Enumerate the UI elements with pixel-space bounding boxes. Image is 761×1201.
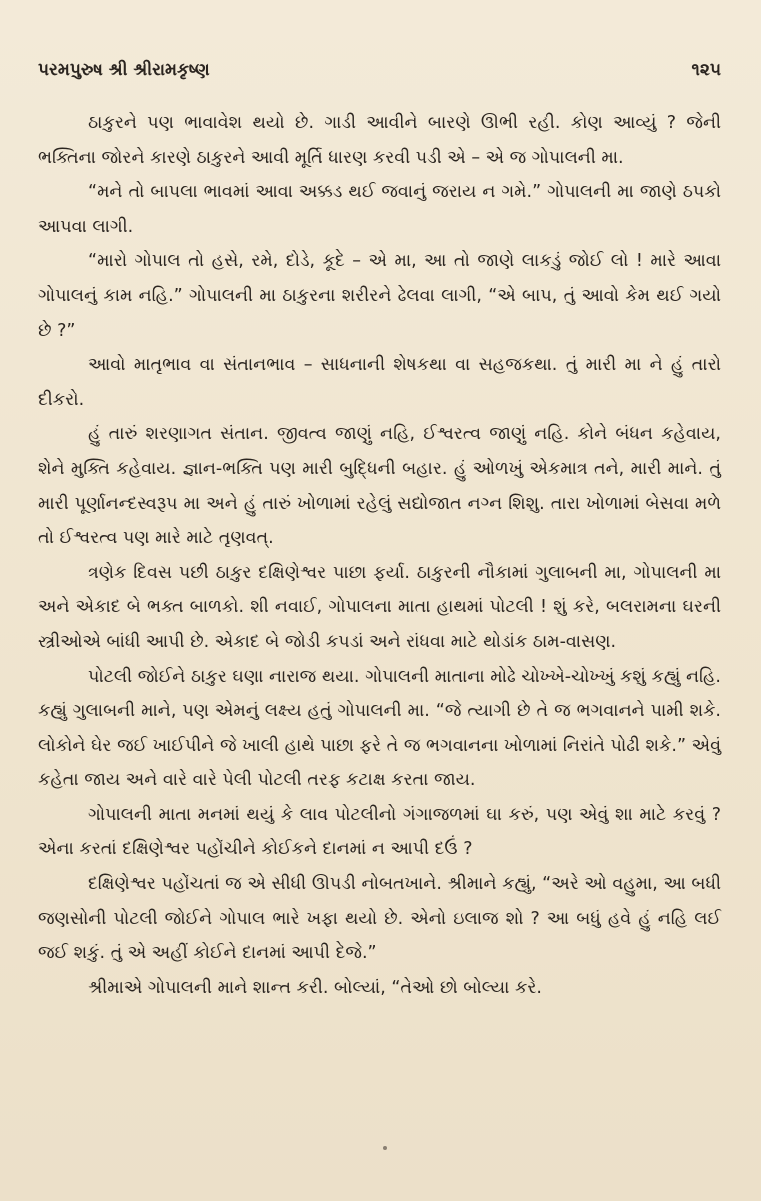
paragraph: પોટલી જોઈને ઠાકુર ઘણા નારાજ થયા. ગોપાલની માતાના મોઢે ચોખ્ખે-ચોખ્ખું કશું કહ્યું નહિ. કહ્યું ગુલાબની માને, પણ એમનું લક્ષ્ય હતું ગોપાલની મા. “જે ત્યાગી છે તે જ ભગવાનને પામી શકે. લોકોને ઘેર જઈ ખાઈપીને જે ખાલી હાથે પાછા ફરે તે જ ભગવાનના ખોળામાં નિરાંતે પોઢી શકે.” એવું કહેતા જાય અને વારે વારે પેલી પોટલી તરફ કટાક્ષ કરતા જાય. bbox=[38, 666, 721, 791]
paragraph: “મારો ગોપાલ તો હસે, રમે, દોડે, કૂદે – એ મા, આ તો જાણે લાકડું જોઈ લો ! મારે આવા ગોપાલનું કામ નહિ.” ગોપાલની મા ઠાકુરના શરીરને ઢેલવા લાગી, “એ બાપ, તું આવો કેમ થઈ ગયો છે ?” bbox=[38, 251, 721, 341]
paragraph: શ્રીમાએ ગોપાલની માને શાન્ત કરી. બોલ્યાં, “તેઓ છો બોલ્યા કરે. bbox=[88, 977, 542, 998]
running-title: પરમપુરુષ શ્રી શ્રીરામકૃષ્ણ bbox=[38, 60, 210, 80]
body-text bbox=[38, 106, 721, 1005]
footer-mark bbox=[383, 1146, 387, 1150]
paragraph: હું તારું શરણાગત સંતાન. જીવત્વ જાણું નહિ, ઈશ્વરત્વ જાણું નહિ. કોને બંધન કહેવાય, શેને મુક્તિ કહેવાય. જ્ઞાન-ભક્તિ પણ મારી બુદ્ધિની બહાર. હું ઓળખું એકમાત્ર તને, મારી માને. તું મારી પૂર્ણાનન્દસ્વરૂપ મા અને હું તારું ખોળામાં રહેલું સદ્યોજાત નગ્ન શિશુ. તારા ખોળામાં બેસવા મળે તો ઈશ્વરત્વ પણ મારે માટે તૃણવત્. bbox=[38, 424, 721, 549]
paragraph: “મને તો બાપલા ભાવમાં આવા અક્કડ થઈ જવાનું જરાય ન ગમે.” ગોપાલની મા જાણે ઠપકો આપવા લાગી. bbox=[38, 182, 721, 237]
paragraph: ગોપાલની માતા મનમાં થયું કે લાવ પોટલીનો ગંગાજળમાં ઘા કરું, પણ એવું શા માટે કરવું ? એના કરતાં દક્ષિણેશ્વર પહોંચીને કોઈકને દાનમાં ન આપી દઉં ? bbox=[38, 804, 721, 860]
paragraph: આવો માતૃભાવ વા સંતાનભાવ – સાધનાની શેષકથા વા સહજકથા. તું મારી મા ને હું તારો દીકરો. bbox=[38, 355, 721, 410]
paragraph: દક્ષિણેશ્વર પહોંચતાં જ એ સીધી ઊપડી નોબતખાને. શ્રીમાને કહ્યું, “અરે ઓ વહુમા, આ બધી જણસોની પોટલી જોઈને ગોપાલ ભારે ખફા થયો છે. એનો ઇલાજ શો ? આ બધું હવે હું નહિ લઈ જઈ શકું. તું એ અહીં કોઈને દાનમાં આપી દેજે.” bbox=[38, 874, 721, 964]
page-header bbox=[38, 60, 721, 84]
paragraph: ત્રણેક દિવસ પછી ઠાકુર દક્ષિણેશ્વર પાછા ફર્યા. ઠાકુરની નૌકામાં ગુલાબની મા, ગોપાલની મા અને એકાદ બે ભક્ત બાળકો. શી નવાઈ, ગોપાલના માતા હાથમાં પોટલી ! શું કરે, બલરામના ઘરની સ્ત્રીઓએ બાંધી આપી છે. એકાદ બે જોડી કપડાં અને રાંધવા માટે થોડાંક ઠામ-વાસણ. bbox=[38, 562, 721, 652]
paragraph: ઠાકુરને પણ ભાવાવેશ થયો છે. ગાડી આવીને બારણે ઊભી રહી. કોણ આવ્યું ? જેની ભક્તિના જોરને કારણે ઠાકુરને આવી મૂર્તિ ધારણ કરવી પડી એ – એ જ ગોપાલની મા. bbox=[38, 113, 721, 168]
page-number: ૧૨૫ bbox=[691, 60, 721, 80]
